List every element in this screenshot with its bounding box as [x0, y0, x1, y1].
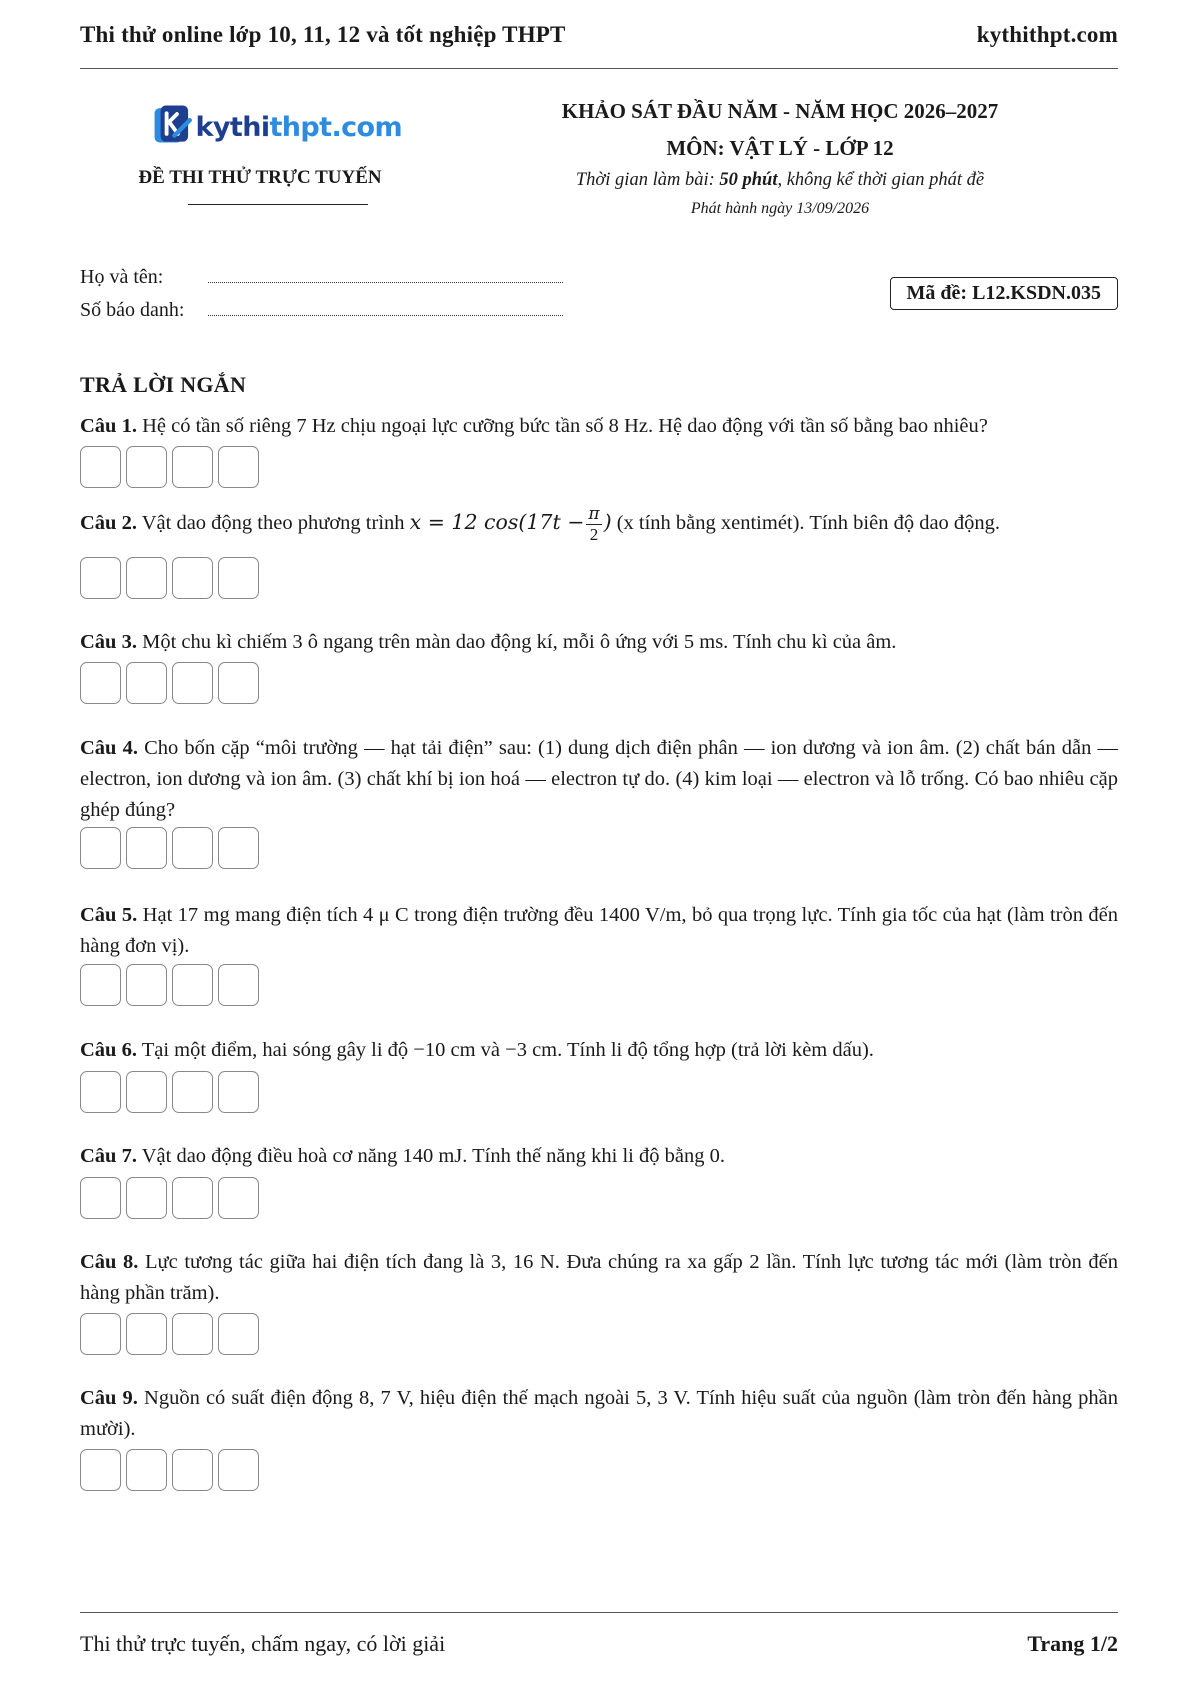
- fraction-denominator: 2: [589, 525, 599, 544]
- candidate-info: [80, 266, 563, 332]
- answer-box[interactable]: [126, 662, 167, 704]
- fraction: [586, 505, 601, 544]
- duration-prefix: Thời gian làm bài:: [575, 170, 720, 190]
- exam-info: [530, 97, 1030, 221]
- question-number: Câu 4.: [80, 737, 138, 759]
- answer-boxes-9: [80, 1449, 264, 1491]
- question-number: Câu 2.: [80, 512, 137, 535]
- section-title: TRẢ LỜI NGẮN: [80, 372, 247, 397]
- question-6: [80, 1035, 1118, 1066]
- name-row: [80, 266, 563, 299]
- equation: x = 12 cos(17t −: [409, 510, 585, 535]
- question-text: Tại một điểm, hai sóng gây li độ −10 cm và −3 cm. Tính li độ tổng hợp (trả lời kèm dấu).: [136, 1039, 874, 1061]
- answer-box[interactable]: [218, 446, 259, 488]
- question-5: [80, 900, 1118, 962]
- question-number: Câu 5.: [80, 904, 138, 926]
- footer-tagline: Thi thử trực tuyến, chấm ngay, có lời giải: [80, 1631, 446, 1656]
- answer-box[interactable]: [126, 1071, 167, 1113]
- header-rule: [80, 68, 1118, 69]
- footer-rule: [80, 1612, 1118, 1613]
- question-text: Vật dao động điều hoà cơ năng 140 mJ. Tính thế năng khi li độ bằng 0.: [136, 1145, 725, 1167]
- candidate-id-field[interactable]: [208, 301, 563, 316]
- fraction-numerator: π: [588, 504, 600, 524]
- question-number: Câu 6.: [80, 1039, 137, 1061]
- question-text-pre: Vật dao động theo phương trình: [136, 512, 410, 535]
- question-text: Nguồn có suất điện động 8, 7 V, hiệu điện thế mạch ngoài 5, 3 V. Tính hiệu suất của nguồn (làm tròn đến hàng phần mười).: [80, 1387, 1118, 1440]
- exam-subject: MÔN: VẬT LÝ - LỚP 12: [666, 136, 894, 160]
- question-2: [80, 505, 1118, 544]
- exam-code-badge: Mã đề: L12.KSDN.035: [890, 277, 1118, 310]
- answer-box[interactable]: [126, 1177, 167, 1219]
- answer-boxes-6: [80, 1071, 264, 1113]
- duration-value: 50 phút: [719, 170, 778, 190]
- answer-box[interactable]: [218, 1071, 259, 1113]
- question-4: [80, 733, 1118, 826]
- answer-box[interactable]: [218, 1313, 259, 1355]
- answer-box[interactable]: [218, 1177, 259, 1219]
- page-footer: [80, 1631, 1118, 1657]
- logo-text-part-b: thpt.com: [269, 111, 402, 143]
- name-field[interactable]: [208, 268, 563, 283]
- question-text: Một chu kì chiếm 3 ô ngang trên màn dao động kí, mỗi ô ứng với 5 ms. Tính chu kì của âm.: [136, 631, 897, 653]
- duration-suffix: , không kể thời gian phát đề: [777, 170, 985, 190]
- logo-text-part-a: kythi: [195, 111, 270, 143]
- answer-box[interactable]: [80, 1313, 121, 1355]
- question-3: [80, 627, 1118, 658]
- answer-box[interactable]: [172, 662, 213, 704]
- answer-boxes-2: [80, 557, 264, 599]
- answer-box[interactable]: [172, 1071, 213, 1113]
- answer-box[interactable]: [80, 1449, 121, 1491]
- question-text-post: (x tính bằng xentimét). Tính biên độ dao động.: [611, 512, 1001, 535]
- question-number: Câu 8.: [80, 1251, 139, 1273]
- name-label: Họ và tên:: [80, 266, 164, 288]
- question-9: [80, 1383, 1118, 1445]
- brand-logo: [152, 100, 402, 154]
- question-text: Cho bốn cặp “môi trường — hạt tải điện” sau: (1) dung dịch điện phân — ion dương và ion âm. (2) chất bán dẫn — electron, ion dương và ion âm. (3) chất khí bị ion hoá — electron tự do. (4) kim loại — electron và lỗ trống. Có bao nhiêu cặp ghép đúng?: [80, 737, 1118, 821]
- online-title-underline: [188, 204, 368, 205]
- answer-box[interactable]: [80, 662, 121, 704]
- answer-box[interactable]: [218, 557, 259, 599]
- answer-boxes-4: [80, 827, 264, 869]
- equation-close: ): [603, 510, 612, 535]
- question-8: [80, 1247, 1118, 1309]
- answer-boxes-8: [80, 1313, 264, 1355]
- question-text: Hạt 17 mg mang điện tích 4 μ C trong điện trường đều 1400 V/m, bỏ qua trọng lực. Tính gia tốc của hạt (làm tròn đến hàng đơn vị).: [80, 904, 1118, 957]
- answer-box[interactable]: [218, 964, 259, 1006]
- answer-box[interactable]: [172, 557, 213, 599]
- answer-boxes-5: [80, 964, 264, 1006]
- answer-box[interactable]: [218, 662, 259, 704]
- answer-box[interactable]: [172, 446, 213, 488]
- answer-box[interactable]: [80, 1177, 121, 1219]
- answer-box[interactable]: [218, 827, 259, 869]
- answer-boxes-1: [80, 446, 264, 488]
- answer-box[interactable]: [172, 1313, 213, 1355]
- exam-logo-icon: [152, 101, 192, 153]
- page-number: Trang 1/2: [1027, 1631, 1118, 1656]
- id-label: Số báo danh:: [80, 299, 185, 321]
- answer-box[interactable]: [218, 1449, 259, 1491]
- answer-box[interactable]: [172, 1177, 213, 1219]
- online-exam-title: ĐỀ THI THỬ TRỰC TUYẾN: [138, 167, 382, 188]
- answer-box[interactable]: [80, 446, 121, 488]
- issue-date: Phát hành ngày 13/09/2026: [690, 200, 870, 217]
- question-1: [80, 411, 1118, 442]
- exam-page: [80, 0, 1118, 1684]
- answer-box[interactable]: [80, 1071, 121, 1113]
- exam-duration: [530, 167, 1030, 193]
- answer-box[interactable]: [80, 827, 121, 869]
- question-7: [80, 1141, 1118, 1172]
- header-left-text: Thi thử online lớp 10, 11, 12 và tốt nghiệp THPT: [80, 22, 566, 47]
- answer-box[interactable]: [126, 1449, 167, 1491]
- question-number: Câu 1.: [80, 415, 137, 437]
- answer-box[interactable]: [80, 964, 121, 1006]
- answer-box[interactable]: [172, 827, 213, 869]
- answer-boxes-3: [80, 662, 264, 704]
- answer-boxes-7: [80, 1177, 264, 1219]
- logo-wordmark: [196, 112, 402, 143]
- answer-box[interactable]: [126, 557, 167, 599]
- answer-box[interactable]: [126, 446, 167, 488]
- question-text: Lực tương tác giữa hai điện tích đang là 3, 16 N. Đưa chúng ra xa gấp 2 lần. Tính lực tương tác mới (làm tròn đến hàng phần trăm).: [80, 1251, 1118, 1304]
- question-text: Hệ có tần số riêng 7 Hz chịu ngoại lực cưỡng bức tần số 8 Hz. Hệ dao động với tần số bằng bao nhiêu?: [136, 415, 988, 437]
- answer-box[interactable]: [126, 1313, 167, 1355]
- answer-box[interactable]: [172, 1449, 213, 1491]
- exam-title: KHẢO SÁT ĐẦU NĂM - NĂM HỌC 2026–2027: [561, 99, 999, 123]
- question-number: Câu 7.: [80, 1145, 137, 1167]
- question-number: Câu 3.: [80, 631, 137, 653]
- running-header: [80, 22, 1118, 48]
- id-row: [80, 299, 563, 332]
- header-site-name: kythithpt.com: [976, 22, 1118, 47]
- answer-box[interactable]: [172, 964, 213, 1006]
- answer-box[interactable]: [80, 557, 121, 599]
- question-number: Câu 9.: [80, 1387, 138, 1409]
- answer-box[interactable]: [126, 964, 167, 1006]
- answer-box[interactable]: [126, 827, 167, 869]
